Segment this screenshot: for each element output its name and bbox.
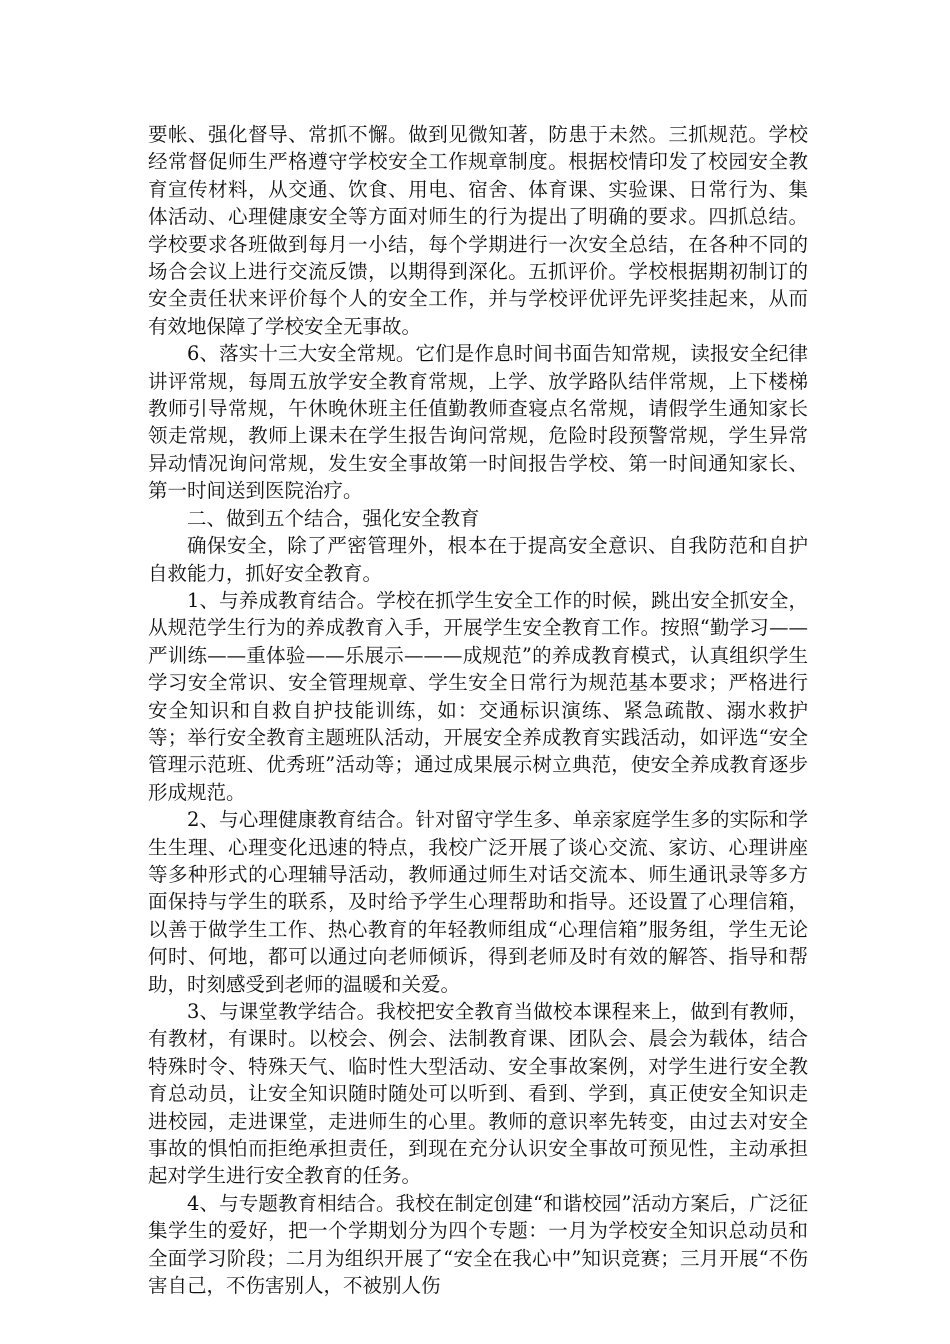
paragraph-classroom-teaching: 3、与课堂教学结合。我校把安全教育当做校本课程来上，做到有教师，有教材，有课时。以校会、例会、法制教育课、团队会、晨会为载体，结合特殊时令、特殊天气、临时性大型活动、安全事故案例，对学生进行安全教育总动员，让安全知识随时随处可以听到、看到、学到，真正使安全知识走进校园，走进课堂，走进师生的心里。教师的意识率先转变，由过去对安全事故的惧怕而拒绝承担责任，到现在充分认识安全事故可预见性，主动承担起对学生进行安全教育的任务。: [148, 1000, 808, 1188]
paragraph-thematic-education: 4、与专题教育相结合。我校在制定创建“和谐校园”活动方案后，广泛征集学生的爱好，把一个学期划分为四个专题：一月为学校安全知识总动员和全面学习阶段；二月为组织开展了“安全在我心中”知识竞赛；三月开展“不伤害自己，不伤害别人，不被别人伤: [148, 1191, 808, 1298]
document-body: [148, 121, 808, 1299]
paragraph-intro: 确保安全，除了严密管理外，根本在于提高安全意识、自我防范和自护自救能力，抓好安全教育。: [148, 534, 808, 585]
paragraph-mental-health: 2、与心理健康教育结合。针对留守学生多、单亲家庭学生多的实际和学生生理、心理变化迅速的特点，我校广泛开展了谈心交流、家访、心理讲座等多种形式的心理辅导活动，教师通过师生对话交流本、师生通讯录等多方面保持与学生的联系，及时给予学生心理帮助和指导。还设置了心理信箱，以善于做学生工作、热心教育的年轻教师组成“心理信箱”服务组，学生无论何时、何地，都可以通过向老师倾诉，得到老师及时有效的解答、指导和帮助，时刻感受到老师的温暖和关爱。: [148, 808, 808, 996]
paragraph-habit-education: 1、与养成教育结合。学校在抓学生安全工作的时候，跳出安全抓安全，从规范学生行为的养成教育入手，开展学生安全教育工作。按照“勤学习——严训练——重体验——乐展示———成规范”的养成教育模式，认真组织学生学习安全常识、安全管理规章、学生安全日常行为规范基本要求；严格进行安全知识和自救自护技能训练，如：交通标识演练、紧急疏散、溺水救护等；举行安全教育主题班队活动，开展安全养成教育实践活动，如评选“安全管理示范班、优秀班”活动等；通过成果展示树立典范，使安全养成教育逐步形成规范。: [148, 588, 808, 804]
section-heading: 二、做到五个结合，强化安全教育: [187, 506, 480, 530]
paragraph-safety-routines: 6、落实十三大安全常规。它们是作息时间书面告知常规，读报安全纪律讲评常规，每周五放学安全教育常规，上学、放学路队结伴常规，上下楼梯教师引导常规，午休晚休班主任值勤教师查寝点名常规，请假学生通知家长领走常规，教师上课未在学生报告询问常规，危险时段预警常规，学生异常异动情况询问常规，发生安全事故第一时间报告学校、第一时间通知家长、第一时间送到医院治疗。: [148, 342, 808, 503]
paragraph-continuation: 要帐、强化督导、常抓不懈。做到见微知著，防患于未然。三抓规范。学校经常督促师生严格遵守学校安全工作规章制度。根据校情印发了校园安全教育宣传材料，从交通、饮食、用电、宿舍、体育课、实验课、日常行为、集体活动、心理健康安全等方面对师生的行为提出了明确的要求。四抓总结。学校要求各班做到每月一小结，每个学期进行一次安全总结，在各种不同的场合会议上进行交流反馈，以期得到深化。五抓评价。学校根据期初制订的安全责任状来评价每个人的安全工作，并与学校评优评先评奖挂起来，从而有效地保障了学校安全无事故。: [148, 123, 808, 338]
